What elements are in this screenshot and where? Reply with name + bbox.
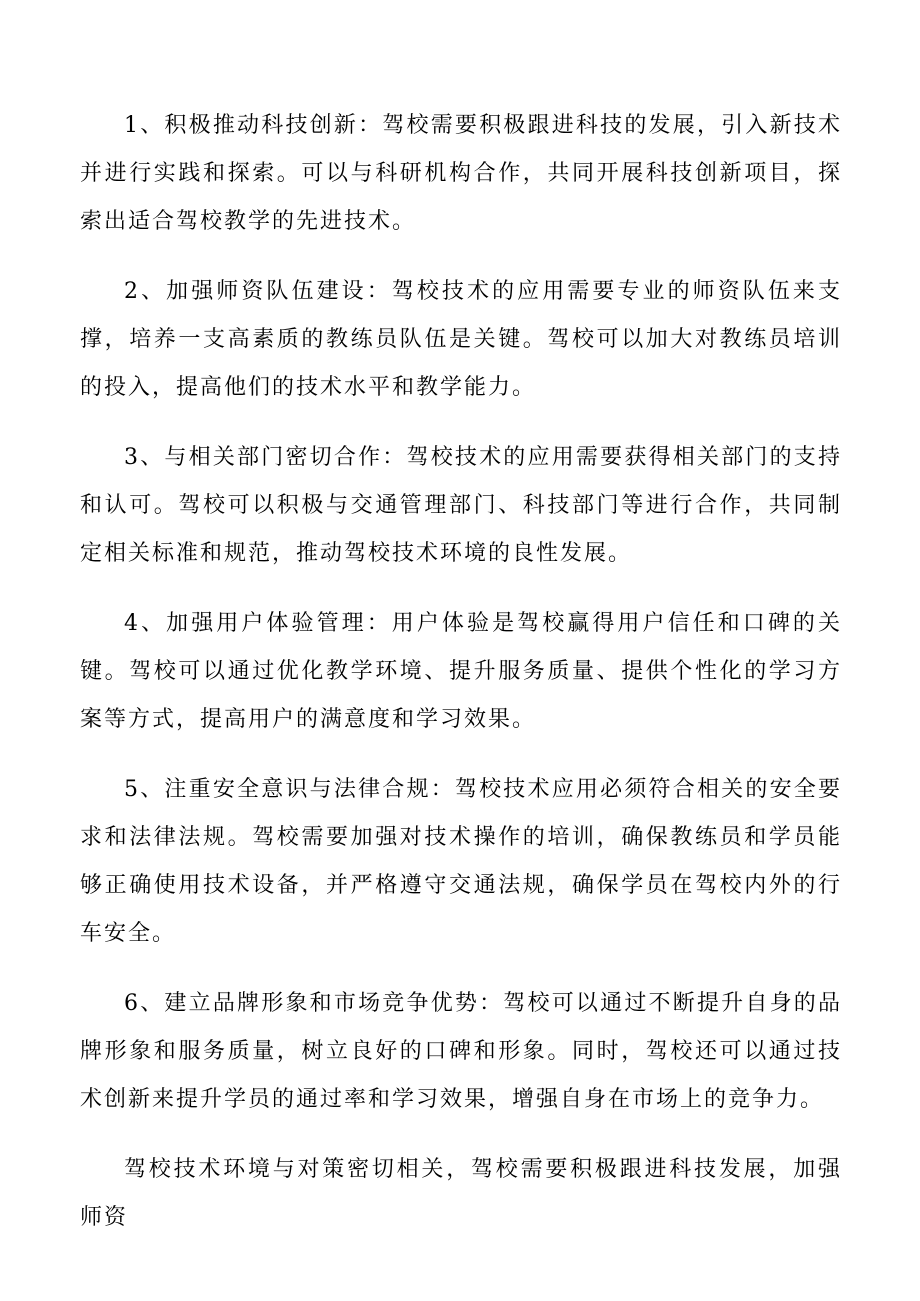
paragraph-1: 1、积极推动科技创新：驾校需要积极跟进科技的发展，引入新技术并进行实践和探索。可以与科研机构合作，共同开展科技创新项目，探索出适合驾校教学的先进技术。 xyxy=(80,113,842,234)
paragraph-3: 3、与相关部门密切合作：驾校技术的应用需要获得相关部门的支持和认可。驾校可以积极与交通管理部门、科技部门等进行合作，共同制定相关标准和规范，推动驾校技术环境的良性发展。 xyxy=(80,445,842,566)
paragraph-summary: 驾校技术环境与对策密切相关，驾校需要积极跟进科技发展，加强师资 xyxy=(80,1157,842,1230)
paragraph-5: 5、注重安全意识与法律合规：驾校技术应用必须符合相关的安全要求和法律法规。驾校需要加强对技术操作的培训，确保教练员和学员能够正确使用技术设备，并严格遵守交通法规，确保学员在驾校内外的行车安全。 xyxy=(80,777,842,946)
paragraph-4: 4、加强用户体验管理：用户体验是驾校赢得用户信任和口碑的关键。驾校可以通过优化教学环境、提升服务质量、提供个性化的学习方案等方式，提高用户的满意度和学习效果。 xyxy=(80,611,842,732)
paragraph-6: 6、建立品牌形象和市场竞争优势：驾校可以通过不断提升自身的品牌形象和服务质量，树立良好的口碑和形象。同时，驾校还可以通过技术创新来提升学员的通过率和学习效果，增强自身在市场上的竞争力。 xyxy=(80,991,842,1112)
document-body xyxy=(80,102,842,1242)
paragraph-2: 2、加强师资队伍建设：驾校技术的应用需要专业的师资队伍来支撑，培养一支高素质的教练员队伍是关键。驾校可以加大对教练员培训的投入，提高他们的技术水平和教学能力。 xyxy=(80,279,842,400)
